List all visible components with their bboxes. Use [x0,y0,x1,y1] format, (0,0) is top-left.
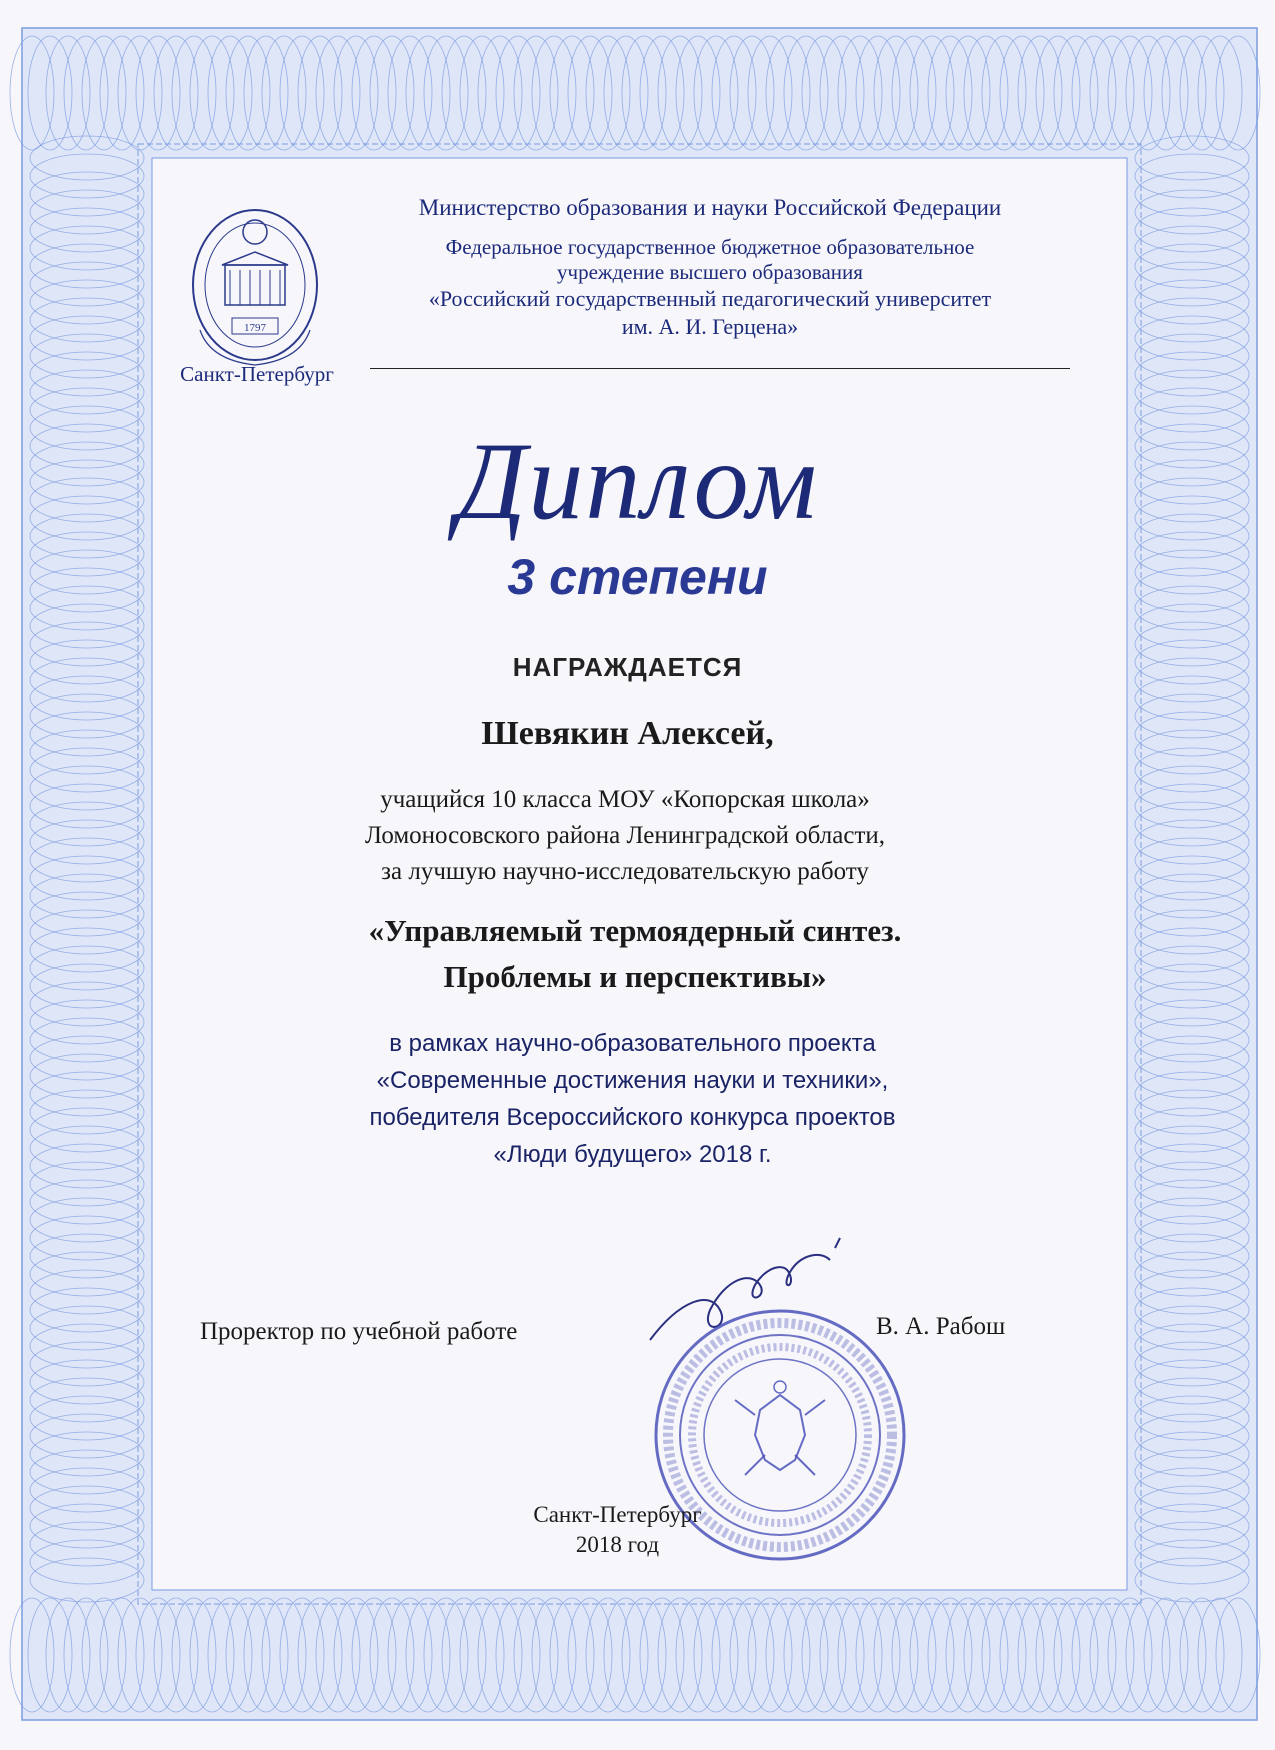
work-title-line-1: «Управляемый термоядерный синтез. [368,913,902,948]
diploma-title: Диплом [456,420,819,542]
university-line-1: «Российский государственный педагогический университет [428,286,992,311]
project-line-3: победителя Всероссийского конкурса проектов [369,1104,896,1131]
description-line-2: Ломоносовского района Ленинградской области, [365,822,885,849]
signatory-role: Проректор по учебной работе [200,1318,518,1345]
awarded-label: НАГРАЖДАЕТСЯ [512,652,743,682]
description-line-3: за лучшую научно-исследовательскую работу [381,858,869,885]
header-divider [370,368,1070,369]
footer-year: 2018 год [575,1532,660,1557]
project-description [0,1025,1265,1173]
work-title-line-2: Проблемы и перспективы» [443,959,827,994]
university-line-2: им. А. И. Герцена» [621,314,799,339]
project-line-4: «Люди будущего» 2018 г. [493,1141,772,1168]
logo-year: 1797 [244,322,266,334]
project-line-1: в рамках научно-образовательного проекта [389,1030,876,1057]
project-line-2: «Современные достижения науки и техники», [376,1067,889,1094]
footer-city: Санкт-Петербург [533,1502,702,1527]
institution-line-2: учреждение высшего образования [557,260,863,284]
work-title [0,908,1270,1000]
footer [0,1500,1235,1560]
signatory-name: В. А. Рабош [876,1313,1006,1340]
recipient-description [0,782,1250,890]
institution-line-1: Федеральное государственное бюджетное образовательное [445,235,975,259]
description-line-1: учащийся 10 класса МОУ «Копорская школа» [380,786,870,813]
ministry-name: Министерство образования и науки Российской Федерации [418,195,1002,220]
diploma-degree: 3 степени [507,549,768,605]
header-text [350,195,1070,341]
header-city: Санкт-Петербург [180,362,334,386]
recipient-name: Шевякин Алексей, [481,715,774,752]
